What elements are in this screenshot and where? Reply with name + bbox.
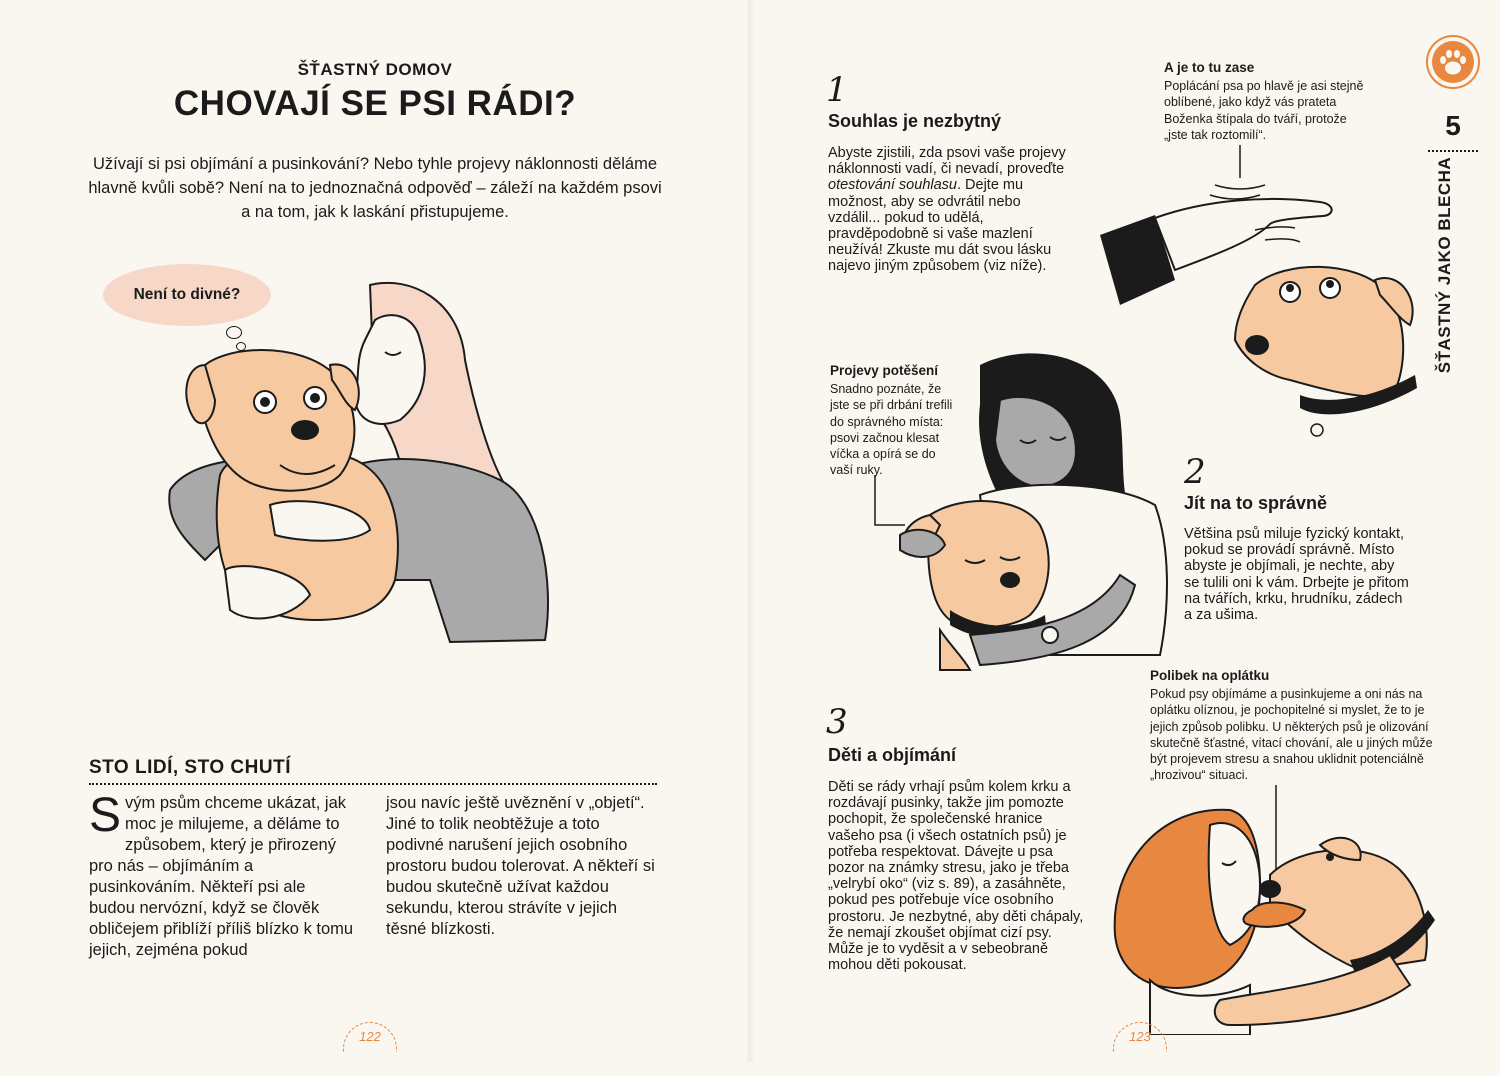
chapter-number: 5 [1445, 110, 1461, 141]
tip-3-text: Děti se rády vrhají psům kolem krku a rozdávají pusinky, takže jim pomozte pochopit, že společenské hranice vašeho psa (i všech ostatních psů) je potřeba respektovat. Dávejte u psa pozor na známky stresu, jako je třeba „velrybí oko“ (viz s. 89), a zasáhněte, pokud pes potřebuje více osobního prostoru. Je nezbytné, aby děti chápaly, že nemají zkoušet objímat cizí psy. Může je to vyděsit a v sebeobraně mohou děti pokousat. [828, 779, 1084, 974]
chapter-badge [1426, 35, 1480, 89]
thought-bubble-text: Není to divné? [133, 286, 241, 303]
tip-1-text-italic: otestování souhlasu [828, 177, 957, 194]
tip-2-text: Většina psů miluje fyzický kontakt, pokud se provádí správně. Místo abyste je objímali, je nechte, aby se tulili oni k vám. Drbejte je přitom na tvářích, krku, hrudníku, zádech a za ušima. [1184, 526, 1409, 624]
tip-1-heading: Souhlas je nezbytný [828, 111, 1002, 131]
body-column-2: jsou navíc ještě uvěznění v „objetí“. Jiné to tolik neobtěžuje a toto podivné narušení jejich osobního prostoru budou tolerovat. A někteří si budou skutečně užívat každou sekundu, kterou strávíte v jejich těsné blízkosti. [386, 794, 655, 938]
left-page [0, 0, 750, 1062]
note-pleasure-text: Snadno poznáte, že jste se při drbání trefili do správného místa: psovi začnou klesat víčka a opírá se do vaší ruky. [830, 382, 953, 478]
tip-1-text-part1: Abyste zjistili, zda psovi vaše projevy náklonnosti vadí, či nevadí, proveďte [828, 145, 1066, 178]
tip-2-heading: Jít na to správně [1184, 493, 1328, 513]
tip-3-number: 3 [826, 702, 848, 742]
section-kicker: ŠŤASTNÝ DOMOV [297, 60, 453, 79]
tip-1-text-part2: . Dejte mu možnost, aby se odvrátil nebo vzdálil... pokud to udělá, pravděpodobně si vaše mazlení neužívá! Zkuste mu dát svou lásku najevo jiným způsobem (viz níže). [828, 177, 1052, 275]
tip-1-text [828, 145, 1068, 275]
note-pat-title: A je to tu zase [1164, 60, 1255, 75]
chapter-name-vertical: ŠŤASTNÝ JAKO BLECHA [1435, 156, 1454, 374]
paw-icon-glyph [1432, 41, 1474, 83]
dog-licking-face-illustration [1110, 785, 1440, 1035]
drop-cap: S [89, 789, 122, 842]
note-pat-text: Poplácání psa po hlavě je asi stejně oblíbené, jako když vás prateta Boženka štípala do tváří, protože „jste tak roztomilí“. [1164, 79, 1364, 142]
page-title: CHOVAJÍ SE PSI RÁDI? [173, 84, 577, 123]
section-dotted-rule [89, 783, 657, 785]
tip-2-number: 2 [1184, 452, 1206, 492]
page-number-left: 122 [343, 1022, 397, 1052]
page-number-right: 123 [1113, 1022, 1167, 1052]
woman-hugging-dog-illustration [160, 280, 560, 680]
body-column-1-text: vým psům chceme ukázat, jak moc je milujeme, a děláme to způsobem, který je přirozený pro nás – objímáním a pusinkováním. Někteří psi ale budou nervózní, když se člověk obličejem přiblíží příliš blízko k tomu jejich, zejména pokud [89, 794, 354, 959]
note-kiss-text: Pokud psy objímáme a pusinkujeme a oni nás na oplátku olíznou, je pochopitelné si myslet, že to je jejich způsob polibku. U některých psů je olizování skutečně šťastné, vítací chování, ale u jiných může být projevem stresu a snahou uklidnit potenciálně „hrozivou“ situaci. [1150, 687, 1433, 783]
paw-icon [1432, 41, 1474, 83]
lede-paragraph: Užívají si psi objímání a pusinkování? Nebo tyhle projevy náklonnosti děláme hlavně kvůli sobě? Není na to jednoznačná odpověď – záleží na každém psovi a na tom, jak k laskání přistupujeme. [88, 155, 662, 221]
section-heading: STO LIDÍ, STO CHUTÍ [89, 757, 291, 778]
book-gutter [746, 0, 754, 1062]
note-kiss-title: Polibek na oplátku [1150, 668, 1270, 683]
note-pleasure-title: Projevy potěšení [830, 363, 939, 378]
tip-1-number: 1 [826, 70, 848, 110]
tip-3-heading: Děti a objímání [828, 745, 957, 765]
woman-scratching-dog-illustration [870, 345, 1170, 675]
body-column-1 [89, 789, 354, 961]
